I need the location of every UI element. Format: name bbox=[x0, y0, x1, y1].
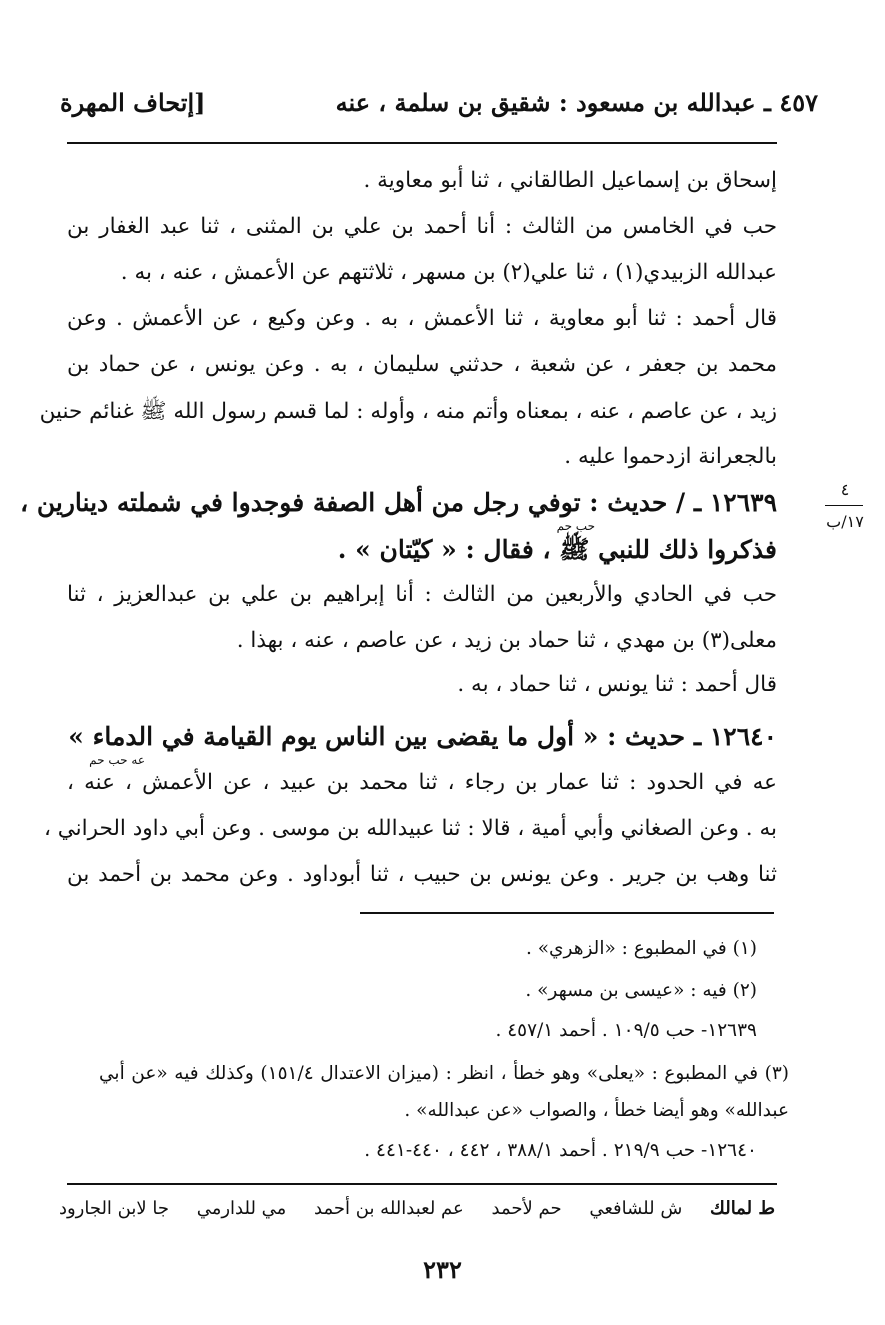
body-line: معلى(٣) بن مهدي ، ثنا حماد بن زيد ، عن عاصم ، عنه ، بهذا . bbox=[236, 628, 777, 653]
footnote-rule bbox=[360, 912, 774, 914]
running-header-title: ٤٥٧ ـ عبدالله بن مسعود : شقيق بن سلمة ، عنه bbox=[335, 88, 818, 117]
abbr-item: ش للشافعي bbox=[589, 1198, 683, 1219]
hadith-heading: ١٢٦٣٩ ـ / حديث : توفي رجل من أهل الصفة فوجدوا في شملته دينارين ، bbox=[20, 488, 777, 517]
hadith-heading: ١٢٦٤٠ ـ حديث : « أول ما يقضى بين الناس يوم القيامة في الدماء » bbox=[68, 722, 777, 751]
page-number: ٢٣٢ bbox=[423, 1255, 462, 1284]
body-line: قال أحمد : ثنا يونس ، ثنا حماد ، به . bbox=[457, 672, 777, 697]
body-line: به . وعن الصغاني وأبي أمية ، قالا : ثنا عبيدالله بن موسى . وعن أبي داود الحراني ، bbox=[43, 816, 777, 841]
hadith-heading: فذكروا ذلك للنبي ﷺ ، فقال : « كيّتان » . bbox=[337, 535, 777, 564]
abbr-item: حم لأحمد bbox=[491, 1198, 562, 1219]
source-marks: عه حب حم bbox=[89, 753, 145, 767]
body-line: قال أحمد : ثنا أبو معاوية ، ثنا الأعمش ، به . وعن وكيع ، عن الأعمش . وعن bbox=[67, 306, 777, 331]
abbr-item: مي للدارمي bbox=[196, 1198, 287, 1219]
margin-number: ٤ bbox=[840, 480, 850, 499]
footnote: (٢) فيه : «عيسى بن مسهر» . bbox=[525, 980, 757, 1001]
running-header-book: [إتحاف المهرة bbox=[60, 88, 206, 117]
body-line: ثنا وهب بن جرير . وعن يونس بن حبيب ، ثنا أبوداود . وعن محمد بن أحمد بن bbox=[67, 862, 777, 887]
margin-reference: ١٧/ب bbox=[826, 512, 864, 531]
footnote: عبدالله» وهو أيضا خطأ ، والصواب «عن عبدالله» . bbox=[404, 1100, 789, 1121]
abbreviations-rule bbox=[67, 1183, 777, 1185]
abbreviations-key bbox=[37, 1198, 775, 1219]
footnote: ١٢٦٤٠- حب ٢١٩/٩ . أحمد ٣٨٨/١ ، ٤٤٢ ، ٤٤٠-٤٤١ . bbox=[364, 1140, 757, 1161]
footnote: (١) في المطبوع : «الزهري» . bbox=[525, 938, 757, 959]
abbr-item: عم لعبدالله بن أحمد bbox=[314, 1198, 464, 1219]
body-line: زيد ، عن عاصم ، عنه ، بمعناه وأتم منه ، وأوله : لما قسم رسول الله ﷺ غنائم حنين bbox=[39, 399, 777, 424]
footnote: (٣) في المطبوع : «يعلى» وهو خطأ ، انظر : (ميزان الاعتدال ١٥١/٤) وكذلك فيه «عن أبي bbox=[99, 1063, 789, 1084]
margin-rule bbox=[825, 505, 863, 506]
body-line: حب في الحادي والأربعين من الثالث : أنا إبراهيم بن علي بن عبدالعزيز ، ثنا bbox=[67, 582, 777, 607]
header-rule bbox=[67, 142, 777, 144]
source-marks: حب حم bbox=[556, 519, 595, 533]
body-line: إسحاق بن إسماعيل الطالقاني ، ثنا أبو معاوية . bbox=[363, 168, 777, 193]
body-line: بالجعرانة ازدحموا عليه . bbox=[564, 444, 777, 469]
body-line: محمد بن جعفر ، عن شعبة ، حدثني سليمان ، به . وعن يونس ، عن حماد بن bbox=[67, 352, 777, 377]
footnote: ١٢٦٣٩- حب ١٠٩/٥ . أحمد ٤٥٧/١ . bbox=[495, 1020, 757, 1041]
body-line: عه في الحدود : ثنا عمار بن رجاء ، ثنا محمد بن عبيد ، عن الأعمش ، عنه ، bbox=[67, 770, 777, 795]
body-line: حب في الخامس من الثالث : أنا أحمد بن علي بن المثنى ، ثنا عبد الغفار بن bbox=[67, 214, 777, 239]
abbr-item: ط لمالك bbox=[710, 1198, 775, 1219]
body-line: عبدالله الزبيدي(١) ، ثنا علي(٢) بن مسهر ، ثلاثتهم عن الأعمش ، عنه ، به . bbox=[120, 260, 777, 285]
abbr-item: جا لابن الجارود bbox=[58, 1198, 169, 1219]
